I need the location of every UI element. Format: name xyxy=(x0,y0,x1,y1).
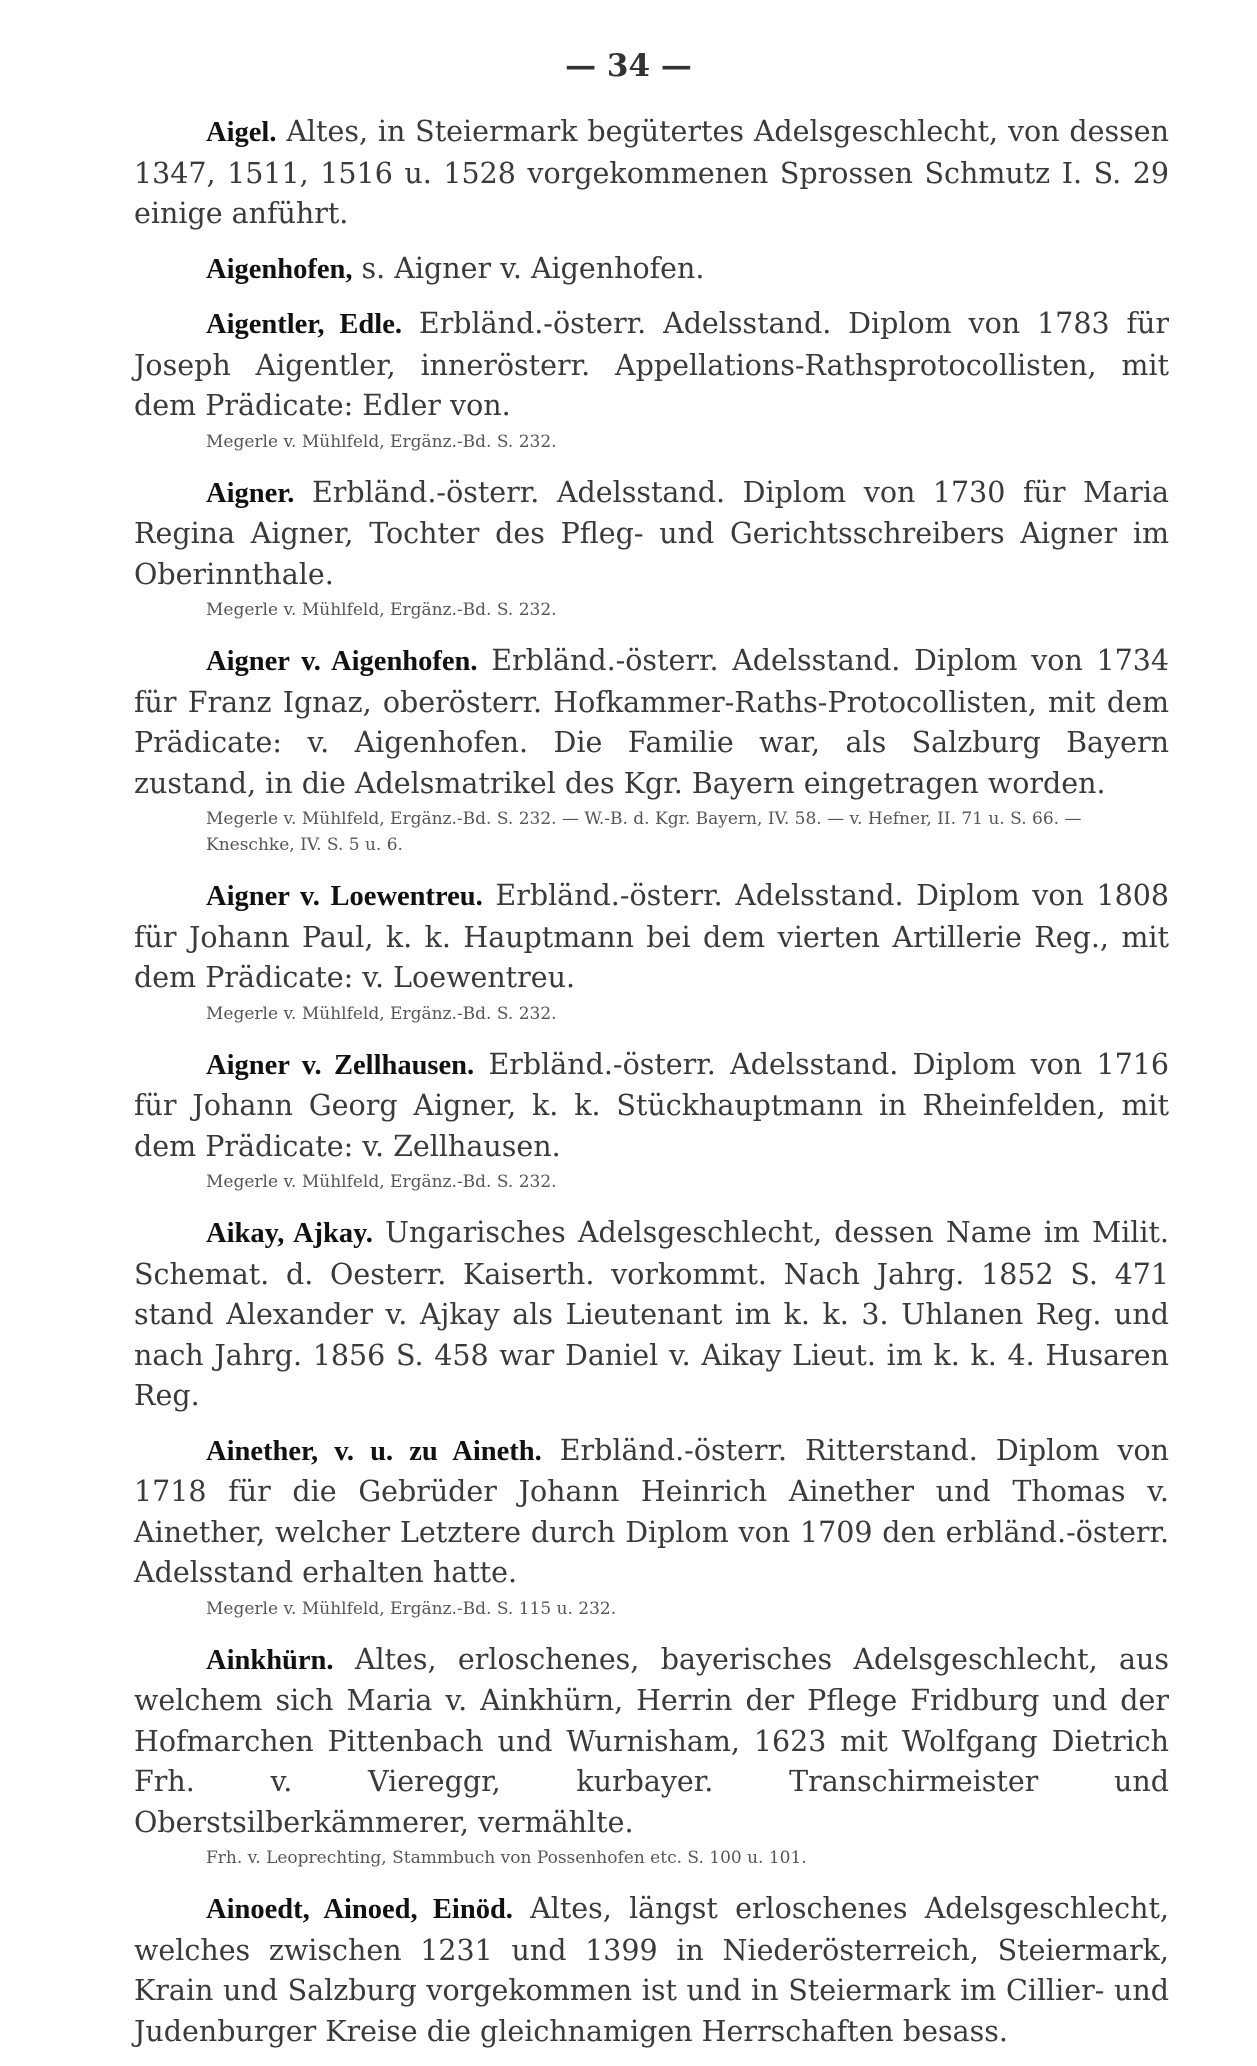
entry-headword: Aigner. xyxy=(206,477,295,509)
entry-body xyxy=(134,641,1169,804)
entry-source: Megerle v. Mühlfeld, Ergänz.-Bd. S. 232. xyxy=(206,431,557,452)
entry xyxy=(134,876,1169,1027)
entry-body xyxy=(134,112,1169,235)
entry-source: Frh. v. Leoprechting, Stammbuch von Possenhofen etc. S. 100 u. 101. xyxy=(206,1848,807,1868)
entries-list xyxy=(134,112,1169,2066)
entry-text: Erbländ.-österr. Adelsstand. Diplom von 1808 für Johann Paul, k. k. Hauptmann bei dem vierten Artillerie Reg., mit dem Prädicate: v. Loewentreu. xyxy=(134,879,1169,994)
entry xyxy=(134,249,1169,291)
entry-headword: Ainkhürn. xyxy=(206,1644,334,1676)
entry-body xyxy=(134,1889,1169,2052)
entry-headword: Aikay, Ajkay. xyxy=(206,1218,373,1249)
entry xyxy=(134,1431,1169,1622)
entry-body xyxy=(134,876,1169,999)
entry xyxy=(134,641,1169,858)
entry-headword: Aigner v. Loewentreu. xyxy=(206,881,483,912)
entry-text: Altes, längst erloschenes Adelsgeschlecht, welches zwischen 1231 und 1399 in Niederösterreich, Steiermark, Krain und Salzburg vorgekommen ist und in Steiermark im Cillier- und Judenburger Kreise die gleichnamigen Herrschaften besass. xyxy=(134,1892,1169,2048)
entry-text: s. Aigner v. Aigenhofen. xyxy=(361,251,705,285)
entry-text: Ungarisches Adelsgeschlecht, dessen Name im Milit. Schemat. d. Oesterr. Kaiserth. vorkommt. Nach Jahrg. 1852 S. 471 stand Alexander v. Ajkay als Lieutenant im k. k. 3. Uhlanen Reg. und nach Jahrg. 1856 S. 458 war Daniel v. Aikay Lieut. im k. k. 4. Husaren Reg. xyxy=(134,1216,1169,1412)
entry-text: Erbländ.-österr. Ritterstand. Diplom von 1718 für die Gebrüder Johann Heinrich Ainether und Thomas v. Ainether, welcher Letztere durch Diplom von 1709 den erbländ.-österr. Adelsstand erhalten hatte. xyxy=(134,1433,1170,1589)
entry xyxy=(134,304,1169,455)
entry-source: Megerle v. Mühlfeld, Ergänz.-Bd. S. 232. — W.-B. d. Kgr. Bayern, IV. 58. — v. Hefner, II. 71 u. S. 66. — Kneschke, IV. S. 5 u. 6. xyxy=(206,809,1082,855)
entry-source: Megerle v. Mühlfeld, Ergänz.-Bd. S. 232. xyxy=(206,1172,557,1192)
entry-body xyxy=(134,1213,1169,1417)
entry xyxy=(134,112,1169,235)
entry xyxy=(134,1889,1169,2052)
entry-text: Altes, in Steiermark begütertes Adelsgeschlecht, von dessen 1347, 1511, 1516 u. 1528 vorgekommenen Sprossen Schmutz I. S. 29 einige anführt. xyxy=(134,115,1170,230)
entry-headword: Aigel. xyxy=(206,117,277,148)
entry-text: Erbländ.-österr. Adelsstand. Diplom von 1783 für Joseph Aigentler, innerösterr. Appellations-Rathsprotocollisten, mit dem Prädicate: Edler von. xyxy=(134,307,1169,422)
entry-text: Erbländ.-österr. Adelsstand. Diplom von 1734 für Franz Ignaz, oberösterr. Hofkammer-Raths-Protocollisten, mit dem Prädicate: v. Aigenhofen. Die Familie war, als Salzburg Bayern zustand, in die Adelsmatrikel des Kgr. Bayern eingetragen worden. xyxy=(134,644,1169,800)
entry-source: Megerle v. Mühlfeld, Ergänz.-Bd. S. 115 u. 232. xyxy=(206,1598,617,1619)
entry-headword: Aigentler, Edle. xyxy=(206,309,402,340)
entry-headword: Aigner v. Aigenhofen. xyxy=(206,646,478,677)
entry-text: Erbländ.-österr. Adelsstand. Diplom von 1730 für Maria Regina Aigner, Tochter des Pfleg- und Gerichtsschreibers Aigner im Oberinnthale. xyxy=(134,475,1169,591)
entry xyxy=(134,1045,1169,1196)
entry-body xyxy=(134,473,1169,596)
entry-body xyxy=(134,249,1169,291)
entry-text: Altes, erloschenes, bayerisches Adelsgeschlecht, aus welchem sich Maria v. Ainkhürn, Herrin der Pflege Fridburg und der Hofmarchen Pittenbach und Wurnisham, 1623 mit Wolfgang Dietrich Frh. v. Viereggr, kurbayer. Transchirmeister und Oberstsilberkämmerer, vermählte. xyxy=(134,1642,1169,1839)
entry-source: Megerle v. Mühlfeld, Ergänz.-Bd. S. 232. xyxy=(206,1003,557,1024)
entry-body xyxy=(134,1640,1169,1844)
entry-body xyxy=(134,1045,1169,1168)
entry xyxy=(134,1640,1169,1872)
entry-headword: Ainether, v. u. zu Aineth. xyxy=(206,1435,542,1467)
entry-headword: Aigenhofen, xyxy=(206,253,353,285)
page-number: — 34 — xyxy=(565,48,692,84)
entry xyxy=(134,1213,1169,1417)
entry-headword: Aigner v. Zellhausen. xyxy=(206,1049,475,1081)
entry xyxy=(134,473,1169,624)
entry-body xyxy=(134,304,1169,427)
entry-headword: Ainoedt, Ainoed, Einöd. xyxy=(206,1894,513,1925)
entry-body xyxy=(134,1431,1169,1594)
entry-source: Megerle v. Mühlfeld, Ergänz.-Bd. S. 232. xyxy=(206,600,557,620)
entry-text: Erbländ.-österr. Adelsstand. Diplom von 1716 für Johann Georg Aigner, k. k. Stückhauptmann in Rheinfelden, mit dem Prädicate: v. Zellhausen. xyxy=(134,1047,1169,1163)
